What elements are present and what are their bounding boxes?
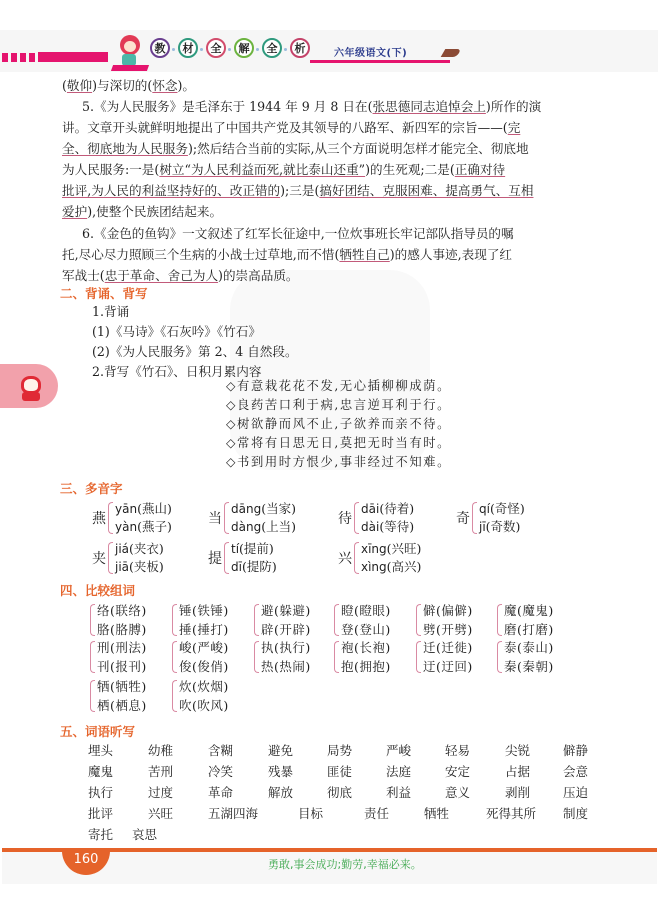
brace [472, 502, 477, 534]
compare-pair: 峻(严峻) 俊(俊俏) [172, 638, 229, 676]
brace [254, 604, 259, 636]
brace [354, 542, 359, 574]
compare-pair: 瞪(瞪眼) 登(登山) [334, 601, 391, 639]
section-3-title: 三、多音字 [60, 481, 123, 496]
section-4-title: 四、比较组词 [60, 583, 136, 598]
brace [334, 604, 339, 636]
compare-pair: 迁(迁徙) 迂(迂回) [416, 638, 473, 676]
compare-pair: 袍(长袍) 抱(拥抱) [334, 638, 391, 676]
compare-pair: 执(执行) 热(热闹) [254, 638, 311, 676]
paragraph-5-line: 讲。文章开头就鲜明地提出了中国共产党及其领导的八路军、新四军的宗旨——(完 [62, 120, 521, 135]
brace [172, 604, 177, 636]
brace [334, 641, 339, 673]
title-char-circle: 全 [262, 38, 282, 58]
compare-pair: 僻(偏僻) 劈(开劈) [416, 601, 473, 639]
poem-line: ◇常将有日思无日,莫把无时当有时。 [226, 436, 452, 450]
footer-motto: 勇敢,事会成功;勤劳,幸福必来。 [268, 858, 422, 871]
polyphone-item: 燕 yān(燕山) yàn(燕子) [92, 501, 172, 534]
brace [224, 542, 229, 574]
series-title [150, 38, 318, 58]
polyphone-char: 待 [338, 511, 352, 527]
compare-pair: 炊(炊烟) 吹(吹风) [172, 677, 229, 715]
paragraph-5-line: 5.《为人民服务》是毛泽东于 1944 年 9 月 8 日在(张思德同志追悼会上)所作的演 [82, 99, 542, 114]
polyphone-item: 兴 xīng(兴旺) xìng(高兴) [338, 541, 422, 574]
polyphone-item: 奇 qí(奇怪) jī(奇数) [456, 501, 525, 534]
brace [254, 641, 259, 673]
brace [90, 680, 95, 712]
poem-line: ◇树欲静而风不止,子欲养而亲不待。 [226, 417, 452, 431]
brace [416, 604, 421, 636]
recite-item: 2.背写《竹石》、日积月累内容 [92, 364, 262, 379]
brace [224, 502, 229, 534]
polyphone-char: 夹 [92, 551, 106, 567]
book-subtitle: 六年级语文(下) [334, 48, 408, 59]
title-char-circle: 解 [234, 38, 254, 58]
page-number: 160 [62, 848, 110, 875]
title-char-circle: 教 [150, 38, 170, 58]
compare-pair: 牺(牺牲) 栖(栖息) [90, 677, 147, 715]
paragraph-5-line: 批评,为人民的利益坚持好的、改正错的);三是(搞好团结、克服困难、提高勇气、互相 [62, 183, 534, 198]
section-5-title: 五、词语听写 [60, 724, 136, 739]
brace [90, 604, 95, 636]
girl-mascot-icon [110, 35, 150, 75]
header-band [38, 52, 108, 62]
title-char-circle: 材 [178, 38, 198, 58]
bear-body [22, 392, 40, 401]
brace [172, 641, 177, 673]
compare-pair: 泰(泰山) 秦(秦朝) [497, 638, 554, 676]
poem-line: ◇有意栽花花不发,无心插柳柳成荫。 [226, 379, 452, 393]
brace [108, 542, 113, 574]
brace [497, 604, 502, 636]
pencil-icon [441, 49, 462, 57]
title-char-circle: 析 [290, 38, 310, 58]
brace [90, 641, 95, 673]
section-2-title: 二、背诵、背写 [60, 286, 148, 301]
compare-pair: 魔(魔鬼) 磨(打磨) [497, 601, 554, 639]
brace [108, 502, 113, 534]
text-line: (敬仰)与深切的(怀念)。 [62, 78, 196, 93]
poem-line: ◇良药苦口利于病,忠言逆耳利于行。 [226, 398, 452, 412]
polyphone-char: 奇 [456, 511, 470, 527]
compare-pair: 避(躲避) 辟(开辟) [254, 601, 311, 639]
paragraph-6-line: 军战士(忠于革命、舍己为人)的崇高品质。 [62, 268, 299, 283]
paragraph-6-line: 托,尽心尽力照顾三个生病的小战士过草地,而不惜(牺牲自己)的感人事迹,表现了红 [62, 247, 513, 262]
recite-subitem: (2)《为人民服务》第 2、4 自然段。 [92, 344, 298, 359]
poem-line: ◇书到用时方恨少,事非经过不知难。 [226, 455, 452, 469]
polyphone-char: 当 [208, 511, 222, 527]
paragraph-5-line: 为人民服务:一是(树立“为人民利益而死,就比泰山还重”)的生死观;二是(正确对待 [62, 162, 506, 177]
brace [172, 680, 177, 712]
recite-subitem: (1)《马诗》《石灰吟》《竹石》 [92, 324, 261, 339]
recite-item: 1.背诵 [92, 304, 130, 319]
polyphone-item: 夹 jiá(夹衣) jiā(夹板) [92, 541, 164, 574]
checker-decoration [2, 53, 38, 62]
polyphone-char: 提 [208, 551, 222, 567]
paragraph-5-line: 爱护),使整个民族团结起来。 [62, 204, 223, 219]
paragraph-5-line: 全、彻底地为人民服务);然后结合当前的实际,从三个方面说明怎样才能完全、彻底地 [62, 141, 529, 156]
compare-pair: 锤(铁锤) 捶(捶打) [172, 601, 229, 639]
title-char-circle: 全 [206, 38, 226, 58]
polyphone-item: 提 tí(提前) dī(提防) [208, 541, 277, 574]
brace [354, 502, 359, 534]
polyphone-item: 待 dāi(待着) dài(等待) [338, 501, 415, 534]
page-header [0, 30, 658, 72]
brace [416, 641, 421, 673]
brace [497, 641, 502, 673]
subtitle-underline [310, 60, 450, 63]
polyphone-char: 兴 [338, 551, 352, 567]
polyphone-item: 当 dāng(当家) dàng(上当) [208, 501, 296, 534]
paragraph-6-line: 6.《金色的鱼钩》一文叙述了红军长征途中,一位炊事班长牢记部队指导员的嘱 [82, 226, 514, 241]
compare-pair: 刑(刑法) 刊(报刊) [90, 638, 147, 676]
polyphone-char: 燕 [92, 511, 106, 527]
side-tab [0, 364, 58, 408]
compare-pair: 络(联络) 胳(胳膊) [90, 601, 147, 639]
